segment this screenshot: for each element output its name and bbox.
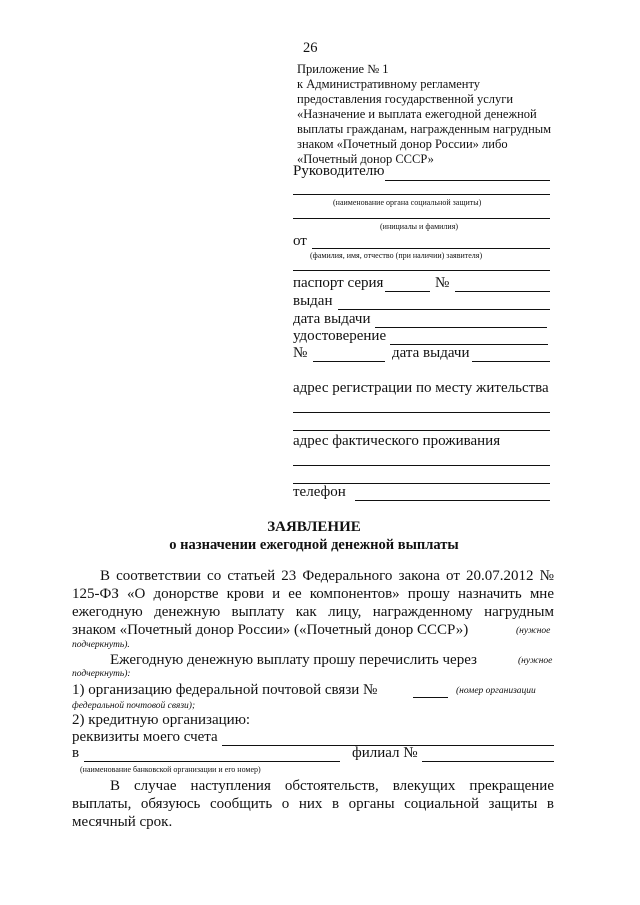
- passport-number-sign: №: [435, 275, 450, 291]
- org-caption: (наименование органа социальной защиты): [333, 198, 482, 207]
- body-line: В соответствии со статьей 23 Федерального закона от 20.07.2012 №: [100, 568, 554, 584]
- actual-address-label: адрес фактического проживания: [293, 433, 501, 449]
- appendix-line: «Назначение и выплата ежегодной денежной: [297, 107, 537, 121]
- branch-label: филиал №: [352, 745, 418, 761]
- branch-number-line[interactable]: [422, 761, 554, 762]
- cert-issue-date-label: дата выдачи: [392, 345, 470, 361]
- option-bank: 2) кредитную организацию:: [72, 712, 251, 728]
- appendix-line: к Административному регламенту: [297, 77, 481, 91]
- to-line[interactable]: [385, 180, 550, 181]
- actual-address-line-1[interactable]: [293, 465, 550, 466]
- to-label: Руководителю: [293, 163, 385, 179]
- document-subtitle: о назначении ежегодной денежной выплаты: [169, 537, 459, 553]
- appendix-line: «Почетный донор СССР»: [297, 152, 434, 166]
- bank-caption: (наименование банковской организации и его номер): [80, 765, 261, 774]
- passport-series-label: паспорт серия: [293, 275, 384, 291]
- note-text: подчеркнуть):: [72, 669, 131, 679]
- body-line: месячный срок.: [72, 814, 173, 830]
- phone-label: телефон: [293, 484, 346, 500]
- body-line: ежегодную денежную выплату как лицу, награжденному нагрудным: [72, 604, 554, 620]
- body-line: 125-ФЗ «О донорстве крови и ее компонентов» прошу назначить мне: [72, 586, 554, 602]
- appendix-block: [297, 62, 551, 167]
- from-line[interactable]: [312, 248, 550, 249]
- appendix-line: предоставления государственной услуги: [297, 92, 514, 106]
- reg-address-line-2[interactable]: [293, 430, 550, 431]
- postal-number-line[interactable]: [413, 697, 448, 698]
- org-line[interactable]: [293, 194, 550, 195]
- initials-caption: (инициалы и фамилия): [380, 222, 459, 231]
- fio-line-2[interactable]: [293, 270, 550, 271]
- issue-date-label: дата выдачи: [293, 311, 371, 327]
- phone-line[interactable]: [355, 500, 550, 501]
- page-number: 26: [303, 40, 318, 56]
- cert-number-sign: №: [293, 345, 308, 361]
- reg-address-label: адрес регистрации по месту жительства: [293, 380, 549, 396]
- account-label: реквизиты моего счета: [72, 729, 218, 745]
- body-line: выплаты, обязуюсь сообщить о них в органы социальной защиты в: [72, 796, 554, 812]
- in-label: в: [72, 745, 80, 761]
- option-postal: 1) организацию федеральной почтовой связи №: [72, 682, 378, 698]
- appendix-line: знаком «Почетный донор России» либо: [297, 137, 508, 151]
- issued-by-line[interactable]: [338, 309, 550, 310]
- initials-line[interactable]: [293, 218, 550, 219]
- note-text: (номер организации: [456, 686, 536, 696]
- certificate-label: удостоверение: [293, 328, 387, 344]
- passport-number-line[interactable]: [455, 291, 550, 292]
- cert-issue-date-line[interactable]: [472, 361, 550, 362]
- from-label: от: [293, 233, 307, 249]
- note-text: федеральной почтовой связи);: [72, 701, 196, 711]
- note-text: (нужное: [518, 656, 553, 666]
- note-text: подчеркнуть).: [72, 640, 130, 650]
- document-title: ЗАЯВЛЕНИЕ: [267, 519, 361, 535]
- body-line: В случае наступления обстоятельств, влекущих прекращение: [110, 778, 554, 794]
- issued-by-label: выдан: [293, 293, 333, 309]
- note-text: (нужное: [516, 626, 551, 636]
- body-line: Ежегодную денежную выплату прошу перечислить через: [110, 652, 477, 668]
- passport-series-line[interactable]: [385, 291, 430, 292]
- bank-name-line[interactable]: [84, 761, 340, 762]
- appendix-line: выплаты гражданам, награжденным нагрудным: [297, 122, 552, 136]
- appendix-line: Приложение № 1: [297, 62, 389, 76]
- fio-caption: (фамилия, имя, отчество (при наличии) заявителя): [310, 251, 483, 260]
- reg-address-line-1[interactable]: [293, 412, 550, 413]
- cert-number-line[interactable]: [313, 361, 385, 362]
- body-line: знаком «Почетный донор России» («Почетный донор СССР»): [72, 622, 469, 638]
- issue-date-line[interactable]: [375, 327, 547, 328]
